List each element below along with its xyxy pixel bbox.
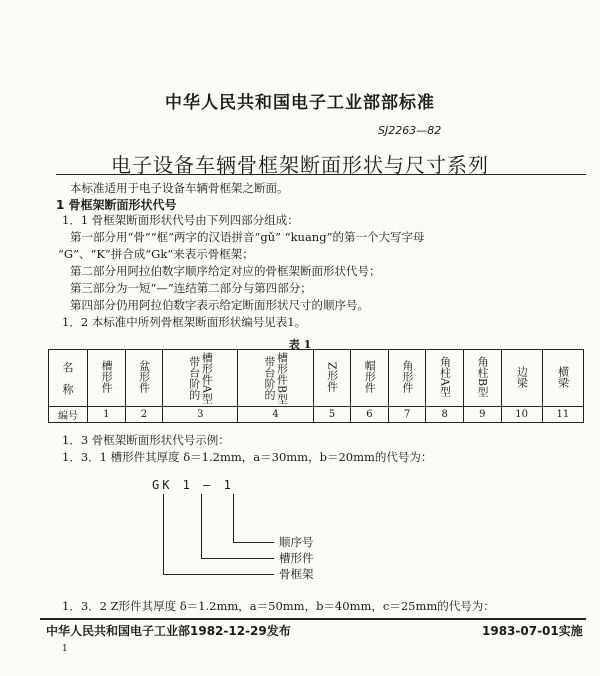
standard-organization: 中华人民共和国电子工业部部标准	[165, 93, 435, 113]
col-number-10: 10	[501, 407, 542, 423]
issue-date: 中华人民共和国电子工业部1982-12-29发布	[46, 624, 291, 638]
footer-divider	[40, 618, 586, 620]
table-caption: 表 1	[288, 338, 312, 351]
col-name-3-a: 带台阶的	[187, 355, 201, 400]
page-number: 1	[62, 644, 68, 654]
table-cell-name	[163, 350, 238, 407]
col-number-3: 3	[163, 407, 238, 423]
table-cell-name	[351, 350, 389, 407]
col-name-5: Z形件	[325, 361, 339, 392]
table-header-name	[49, 350, 88, 407]
section-1-1: 1．1 骨框架断面形状代号由下列四部分组成：	[62, 213, 299, 227]
col-name-3-b: 槽形件A型	[200, 352, 214, 404]
part3-paragraph: 第三部分为一短“—”连结第二部分与第四部分；	[70, 281, 312, 295]
col-name-7: 角形件	[400, 360, 414, 393]
col-number-9: 9	[463, 407, 501, 423]
col-name-8: 角柱A型	[438, 356, 452, 397]
col-name-4-a: 带台阶的	[262, 356, 276, 400]
col-name-1: 槽形件	[100, 360, 114, 393]
table-cell-name	[426, 350, 464, 407]
col-name-10: 边梁	[515, 365, 529, 388]
part4-paragraph: 第四部分仍用阿拉伯数字表示给定断面形状尺寸的顺序号。	[70, 298, 369, 312]
part1-line1: 第一部分用“骨”“框”两字的汉语拼音“gǔ” “kuang”的第一个大写字母	[70, 230, 425, 244]
label-skeleton-frame: 骨框架	[279, 567, 314, 581]
part1-line2: “G”、“K”拼合成“Gk”来表示骨框架；	[58, 247, 254, 261]
table-cell-name	[463, 350, 501, 407]
col-number-8: 8	[426, 407, 464, 423]
col-number-2: 2	[125, 407, 163, 423]
col-number-11: 11	[542, 407, 583, 423]
section-1-3-1: 1．3．1 槽形件其厚度 δ＝1.2mm，a＝30mm，b＝20mm的代号为：	[62, 450, 433, 464]
table-cell-name	[542, 350, 583, 407]
example-code: GK 1 — 1	[152, 478, 234, 492]
leader-frame-line	[163, 494, 274, 575]
col-name-2: 盆形件	[137, 360, 151, 393]
table-cell-name	[313, 350, 351, 407]
table-cell-name	[125, 350, 163, 407]
col-name-6: 帽形件	[363, 360, 377, 393]
col-number-6: 6	[351, 407, 389, 423]
label-sequence-number: 顺序号	[279, 535, 314, 549]
col-number-7: 7	[388, 407, 426, 423]
section-1-3-2: 1．3．2 Z形件其厚度 δ＝1.2mm，a＝50mm，b＝40mm，c＝25mm的代号为：	[62, 599, 495, 613]
section-1-2: 1．2 本标准中所列骨框架断面形状编号见表1。	[62, 315, 307, 329]
effective-date: 1983-07-01实施	[482, 624, 583, 638]
profile-table	[48, 349, 584, 423]
col-name-9: 角柱B型	[476, 355, 490, 398]
col-number-4: 4	[238, 407, 313, 423]
col-name-11: 横梁	[556, 365, 570, 388]
col-number-5: 5	[313, 407, 351, 423]
part2-paragraph: 第二部分用阿拉伯数字顺序给定对应的骨框架断面形状代号；	[70, 264, 381, 278]
intro-paragraph: 本标准适用于电子设备车辆骨框架之断面。	[70, 181, 289, 195]
col-name-4-b: 槽形件B型	[275, 351, 289, 405]
title-divider	[56, 174, 586, 175]
section-1-3: 1．3 骨框架断面形状代号示例：	[62, 433, 230, 447]
standard-code: SJ2263—82	[378, 124, 442, 137]
table-row-numbers	[49, 407, 584, 423]
table-row-names	[49, 350, 584, 407]
header-char-1: 名	[62, 361, 74, 374]
table-cell-name	[501, 350, 542, 407]
table-cell-name	[238, 350, 313, 407]
table-header-number: 编号	[49, 407, 88, 423]
label-channel-part: 槽形件	[279, 551, 314, 565]
col-number-1: 1	[88, 407, 126, 423]
table-cell-name	[388, 350, 426, 407]
table-cell-name	[88, 350, 126, 407]
document-title: 电子设备车辆骨框架断面形状与尺寸系列	[111, 153, 489, 177]
header-char-2: 称	[62, 383, 74, 396]
section-1-heading: 1 骨框架断面形状代号	[56, 198, 177, 212]
